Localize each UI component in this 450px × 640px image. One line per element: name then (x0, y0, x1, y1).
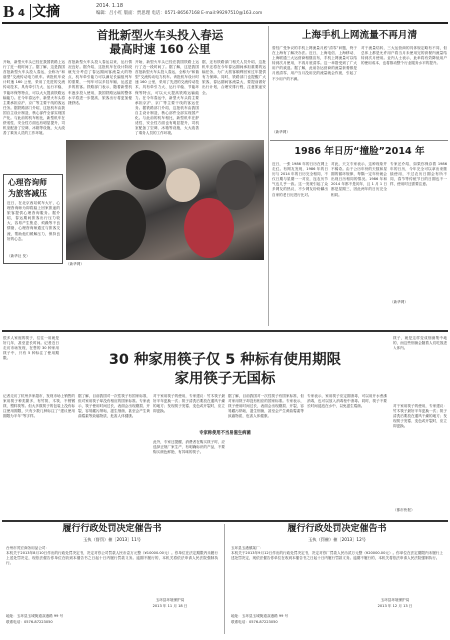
story2-body-right: 对于流量结转，三大运营商的具体规定略有不同，但总体上都是允许用户将当月未使用完的套餐内流量结转到次月使用。业内人士表示，此举将有效降低用户的使用成本，也将推动整个行业服务水平的提升。 (361, 46, 447, 66)
chopsticks-body-3: 对于家用筷子的使用，专家建议：竹木筷子最好半年更换一次；筷子清洗后要放在通风干燥的地方；发现筷子发霉、变色或开裂时，应立即更换。 (153, 394, 225, 414)
notice1-signer: 玉环县环境保护局 (155, 598, 185, 602)
notice1-body: 台州市茂宏商务用品公司： 本机关于2013年8月10日作出的行政处罚决定书，决定对你公司罚款人民币壹万元整（¥10000.00元）。你单位在法定期限内未履行上述处罚决定，现依法催告你单位在收到本催告书之日起十日内履行罚款义务。逾期不履行的，本机关将依法申请人民法院强制执行。 (6, 546, 218, 566)
story1-headline-line2: 最高时速 160 公里 (109, 42, 211, 56)
rule-story2 (270, 140, 448, 141)
chopsticks-body-7: 对于家用筷子的使用，专家建议：竹木筷子最好半年更换一次；筷子清洗后要放在通风干燥的地方；发现筷子发霉、变色或开裂时，应立即更换。 (393, 404, 447, 429)
story3-source: （新华网） (390, 300, 408, 304)
notice2-address: 地址：玉环县玉城街道双港路 99 号 (231, 614, 289, 618)
notice2-signer: 玉环县环境保护局 (380, 598, 410, 602)
chopsticks-right-top: 筷子，就是这样变成细菌集中地的，而这些细菌会随着人们吃饭进入体内。 (393, 336, 447, 351)
story2-source: （新华网） (272, 130, 290, 134)
chopsticks-subhead: 专家称使用不当易滋生病菌 (199, 431, 251, 436)
story1-body-left: 开始，新型火车头已经在我国铁路上运行了近一段时间了。据了解，这是我国首批新型火车头投入春运，全称为“和谐型”交流传动电力机车。该批机车设计时速 160 公里，采用了先进的交流传动技术，具有牵引力大、运行平稳、节能环保等特点，可以大大提高铁路运输能力。在今年春运中，新型火车头将主要承担京沪、京广等主要干线的客运任务。据铁路部门介绍，这批机车由我国自主设计制造，核心部件全部实现国产化。与此前的机车相比，新型机车在舒适性、安全性方面也有明显提升，司机室配备了空调、冰箱等设施，大大改善了乘务人员的工作环境。 (3, 60, 65, 136)
chopsticks-intro: 很多人家庭的筷子，往往一用就是好几年，甚至更长时间。记者近日走访市场发现，在售的 30 种家用筷子中，只有 5 种标注了使用期限。 (3, 336, 59, 361)
section-rule (2, 330, 448, 332)
story1-headline-line1: 首批新型火车头投入春运 (96, 28, 224, 42)
notice2-body: 玉环县玉港镇某厂： 本机关于2013年9月12日作出的行政处罚决定书，决定对你厂罚款人民币贰万元整（¥20000.00元）。你单位在法定期限内未履行上述处罚决定，现依法催告你单位在收到本催告书之日起十日内履行罚款义务。逾期不履行的，本机关将依法申请人民法院强制执行。 (231, 546, 443, 561)
notice1-number: 玉执（督罚）催［2013］11号 (83, 537, 141, 542)
notice-divider (224, 524, 225, 634)
notice1-contact: 联系电话：0576-87223050 (6, 620, 53, 624)
notice1-address: 地址：玉环县玉城街道双港路 99 号 (6, 614, 64, 618)
section-number: 4 (18, 8, 25, 19)
chopsticks-body-5: 据了解，目前我国对一次性筷子有国家标准，但对家用筷子却没有相应的国家标准。专家表示，筷子使用时间过长，表面会出现磨损、开裂，容易藏污纳垢，滋生细菌，甚至会产生黄曲霉素等致癌物质，危害人体健康。 (228, 394, 304, 419)
chopsticks-headline-line2: 家用筷子无国标 (174, 371, 276, 387)
chopsticks-headline-line1: 30 种家用筷子仅 5 种标有使用期限 (108, 352, 342, 368)
sidebar-title-line1: 心理咨询师 (8, 178, 47, 187)
chopsticks-body-6: 专家表示，家用筷子应定期消毒，可以用开水煮沸消毒，也可以放入消毒柜中消毒。同时，筷子不要长时间浸泡在水中，以免滋生霉菌。 (307, 394, 387, 409)
story3-body-left: 近日，一张 1986 年的日历在网上走红。有网友发现，1986 年的日历与 2014 年的日历完全相同，不仅日期与星期一一对应，连农历节气也几乎一致。这一发现引起了众多网友的热议，不少网友纷纷翻出自家的老日历进行比对。 (272, 162, 328, 197)
story2-headline: 上海手机上网流量不再月清 (301, 30, 418, 41)
story3-headline: 1986 年日历“撞脸”2014 年 (294, 146, 425, 157)
story2-body-left: 曾经广受争议的手机上网流量月底“清零”问题，终于在上海有了解决办法。近日，上海电信、上海移动、上海联通三大运营商相继宣布，手机上网流量可以结转到次月使用，不再月底清零。这一举措受到了广大用户的欢迎。据了解，此前各运营商的流量套餐都是月底清零，用户当月没用完的流量就会作废，引起了不少用户的不满。 (272, 46, 357, 81)
chopsticks-body-2: 据了解，目前我国对一次性筷子有国家标准，但对家用筷子却没有相应的国家标准。专家表示，筷子使用时间过长，表面会出现磨损、开裂，容易藏污纳垢，滋生细菌，甚至会产生黄曲霉素等致癌物质，危害人体健康。 (78, 394, 150, 419)
sidebar-title-line2: 为旅客减压 (8, 189, 47, 198)
chopsticks-body-1: 记者走访了杭州多家超市，发现市场上销售的家用筷子种类繁多，有竹筷、木筷、不锈钢筷、塑料筷等。但大多数筷子的包装上没有标注使用期限，只有少数几种标注了“建议使用期限为半年”等字样。 (3, 394, 75, 419)
issue-date: 2014. 1.18 (96, 3, 124, 9)
header-rule (2, 22, 448, 24)
notice-rule (2, 520, 448, 522)
editors-line: 编辑：吕小红 版面：贾思理 电话：0571-86567168 E-mail:99297510@163.com (96, 11, 263, 16)
notice2-number: 玉执（罚催）催［2013］12号 (308, 537, 366, 542)
chopsticks-source: （都市快报） (393, 508, 415, 512)
notice2-contact: 联系电话：0576-87223050 (231, 620, 278, 624)
story1-source: （新华网） (66, 262, 84, 266)
sidebar-body: 近日，在北京西站候车大厅，心理咨询师为即将踏上回家旅途的旅客提供心理咨询服务。据介绍，春运期间旅客出行压力较大，容易产生焦虑、烦躁等不良情绪，心理咨询师通过与旅客交流，帮助他们缓解压力，保持良好的心态。 (7, 201, 60, 241)
news-photo (66, 140, 264, 260)
story1-body-mid2: 开始，新型火车头已经在我国铁路上运行了近一段时间了。据了解，这是我国首批新型火车头投入春运，全称为“和谐型”交流传动电力机车。该批机车设计时速 160 公里，采用了先进的交流传动技术，具有牵引力大、运行平稳、节能环保等特点，可以大大提高铁路运输能力。在今年春运中，新型火车头将主要承担京沪、京广等主要干线的客运任务。据铁路部门介绍，这批机车由我国自主设计制造，核心部件全部实现国产化。与此前的机车相比，新型机车在舒适性、安全性方面也有明显提升，司机室配备了空调、冰箱等设施，大大改善了乘务人员的工作环境。 (135, 60, 199, 136)
section-letter: B (3, 2, 15, 21)
sidebar-caption: （新华社 发） (7, 254, 30, 258)
story1-body-right: 据，还有铁路部门相关人员介绍，这批机车还将在今年春运期间承担重要的运输任务，为广大旅客顺利回家过年提供有力保障。同时，铁路部门也提醒广大旅客，春运期间客流量大，要提前做好出行计划，合理安排行程，注意旅途安全。 (202, 60, 266, 95)
notice1-title: 履行行政处罚决定催告书 (62, 524, 162, 534)
notice2-title: 履行行政处罚决定催告书 (287, 524, 387, 534)
story3-body-mid: 对此，天文专家表示，这种现象并不稀奇。由于公历年份的天数和星期的循环规律，每隔一定年份就会出现日历相同的情况。1986 年和 2014 年都不是闰年，且 1 月 1 日都是星期三，因此两年的日历完全相同。 (331, 162, 387, 197)
chopsticks-body-4: 此外，专家还提醒，消费者在购买筷子时，应选择正规厂家生产、有明确标识的产品，不要购买颜色鲜艳、有异味的筷子。 (153, 440, 225, 455)
section-name: 文摘 (32, 4, 60, 20)
column-divider (268, 26, 269, 326)
notice1-date: 2013 年 11 月 18 日 (152, 604, 188, 608)
story1-body-mid: 首批新型火车头投入春运以来，运行情况良好。据介绍，这批机车在设计阶段就充分考虑了春运期间客流量大的特点，机车牵引能力可以满足长编组列车的需要，一列车可以多挂车厢，运送更多的旅客。铁路部门表示，随着新型机车逐步投入使用，我国铁路运输的整体水平将进一步提高，旅客出行将更加便捷舒适。 (68, 60, 132, 105)
notice2-date: 2013 年 12 月 13 日 (377, 604, 413, 608)
story3-body-right: 专家还介绍，如果你保存着 1986 年的日历，今年完全可以拿出来继续使用，不过农历日期会有所不同，春节等传统节日的日期也不一样，使用时还需要注意。 (390, 162, 447, 187)
header-divider (30, 4, 31, 20)
